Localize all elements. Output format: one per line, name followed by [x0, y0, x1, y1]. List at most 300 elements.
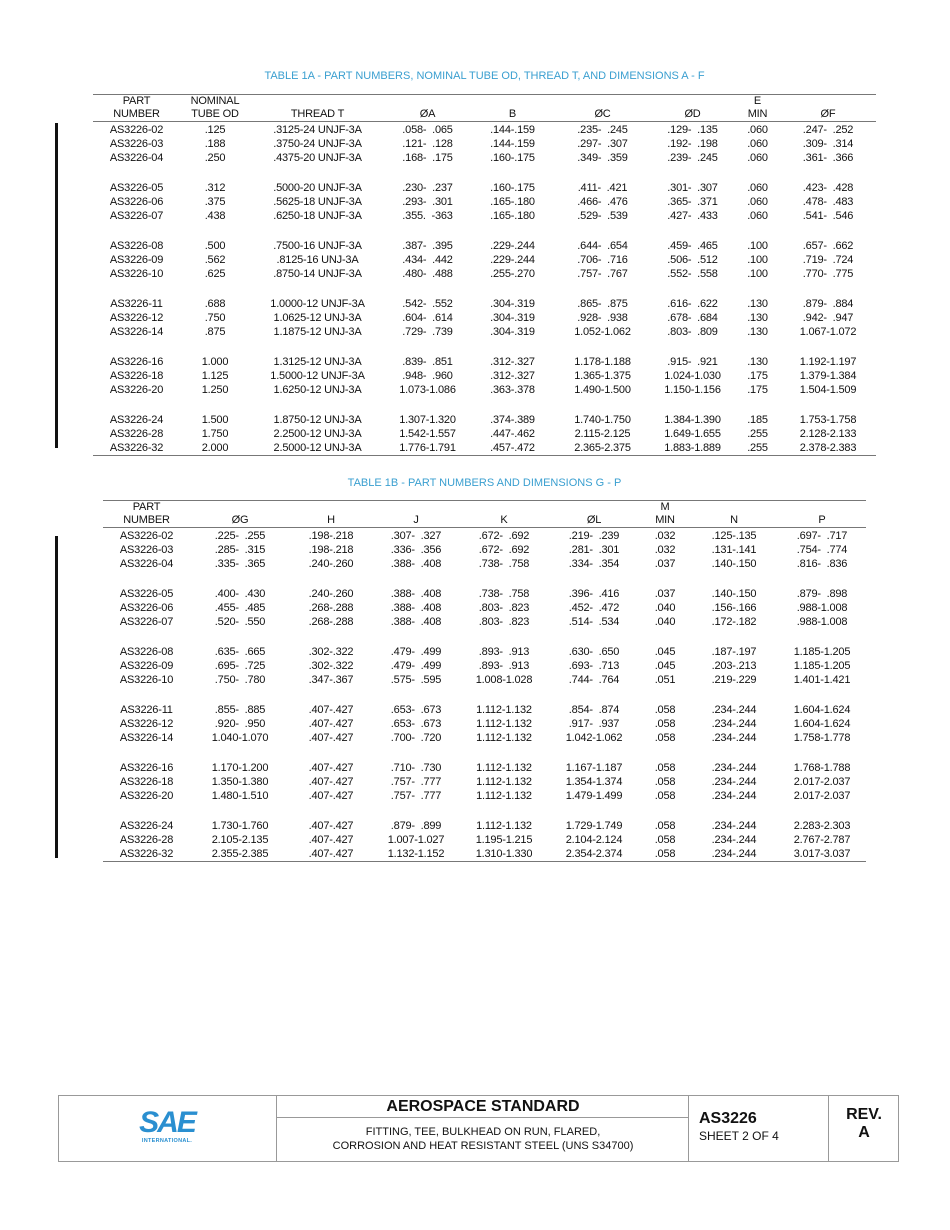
dimension-cell: .304-.319 — [490, 312, 535, 324]
dimension-cell: .520- .550 — [214, 616, 266, 628]
dimension-cell: .388- .408 — [390, 558, 442, 570]
table-1a-title: TABLE 1A - PART NUMBERS, NOMINAL TUBE OD, THREAD T, AND DIMENSIONS A - F — [264, 70, 705, 82]
dimension-cell: .293- .301 — [402, 196, 453, 208]
dimension-cell: .335- .365 — [214, 558, 266, 570]
dimension-cell: .757- .777 — [390, 790, 442, 802]
dimension-cell: 1.379-1.384 — [799, 370, 857, 382]
dimension-cell: .879- .898 — [796, 587, 848, 600]
dimension-cell: .187-.197 — [711, 645, 757, 658]
dimension-cell: .411- .421 — [577, 181, 628, 194]
dimension-cell: .230- .237 — [402, 181, 453, 194]
dimension-cell: .037 — [654, 558, 676, 570]
dimension-cell: .160-.175 — [490, 152, 535, 164]
column-header: NUMBER — [123, 514, 170, 526]
dimension-cell: .302-.322 — [308, 660, 354, 672]
dimension-cell: .5625-18 UNJF-3A — [273, 196, 362, 208]
part-number-cell: AS3226-10 — [119, 674, 174, 686]
header-row — [103, 501, 866, 515]
part-number-cell: AS3226-18 — [109, 370, 164, 382]
column-header: NUMBER — [113, 108, 160, 120]
dimension-cell: 1.6250-12 UNJ-3A — [273, 384, 362, 396]
dimension-cell: .130 — [747, 312, 768, 324]
dimension-cell: .363-.378 — [490, 384, 535, 396]
table-row — [103, 528, 866, 544]
logo-subtext: INTERNATIONAL. — [141, 1138, 193, 1144]
dimension-cell: .192- .198 — [667, 138, 718, 150]
dimension-cell: 1.132-1.152 — [387, 848, 445, 860]
table-row — [103, 571, 866, 601]
column-header — [650, 95, 735, 109]
table-row — [103, 629, 866, 659]
dimension-cell: .893- .913 — [478, 660, 530, 672]
dimension-cell: .542- .552 — [402, 297, 453, 310]
dimension-cell: .750 — [204, 312, 226, 324]
dimension-cell: .304-.319 — [490, 326, 535, 338]
dimension-cell: .803- .809 — [667, 326, 718, 338]
dimension-cell: .988-1.008 — [796, 602, 848, 614]
dimension-cell: .635- .665 — [214, 645, 266, 658]
dimension-cell: 1.0625-12 UNJ-3A — [273, 312, 362, 324]
dimension-cell: .312-.327 — [490, 370, 535, 382]
part-number-cell: AS3226-12 — [109, 312, 164, 324]
dimension-cell: .058 — [654, 761, 676, 774]
dimension-cell: .672- .692 — [478, 530, 530, 542]
dimension-cell: .304-.319 — [490, 297, 535, 310]
dimension-cell: .100 — [747, 254, 768, 266]
dimension-cell: .388- .408 — [390, 616, 442, 628]
column-header — [250, 95, 385, 109]
dimension-cell: 2.115-2.125 — [574, 428, 631, 440]
dimension-cell: 1.195-1.215 — [475, 834, 533, 846]
column-header: M — [660, 501, 670, 513]
dimension-cell: 1.310-1.330 — [475, 848, 533, 860]
dimension-cell: .575- .595 — [390, 674, 442, 686]
table-row — [103, 745, 866, 775]
dimension-cell: .915- .921 — [667, 355, 718, 368]
column-header: TUBE OD — [191, 108, 239, 120]
dimension-cell: .058 — [654, 848, 676, 860]
dimension-cell: 1.750 — [201, 428, 229, 440]
dimension-cell: 1.112-1.132 — [476, 761, 532, 774]
dimension-cell: .268-.288 — [308, 616, 354, 628]
dimension-cell: .452- .472 — [568, 602, 620, 614]
dimension-cell: 1.365-1.375 — [574, 370, 631, 382]
dimension-cell: .672- .692 — [478, 544, 530, 556]
dimension-cell: .058 — [654, 790, 676, 802]
column-header — [780, 95, 876, 109]
table-row — [103, 789, 866, 803]
dimension-cell: .234-.244 — [711, 834, 757, 846]
dimension-cell: .770- .775 — [802, 268, 854, 280]
dimension-cell: .198-.218 — [308, 544, 354, 556]
dimension-cell: .506- .512 — [667, 254, 718, 266]
table-row — [93, 195, 876, 209]
part-number-cell: AS3226-03 — [119, 544, 174, 556]
table-row — [93, 122, 876, 138]
dimension-cell: .140-.150 — [711, 558, 757, 570]
part-number-cell: AS3226-28 — [109, 428, 164, 440]
dimension-cell: .988-1.008 — [796, 616, 848, 628]
part-number-cell: AS3226-09 — [119, 660, 174, 672]
column-header: J — [413, 514, 419, 526]
revision-change-bar — [55, 536, 58, 858]
column-header: PART — [132, 501, 161, 513]
dimension-cell: .229-.244 — [490, 239, 535, 252]
dimension-cell: 2.378-2.383 — [799, 442, 857, 454]
table-row — [93, 339, 876, 369]
dimension-cell: .8125-16 UNJ-3A — [276, 254, 359, 266]
dimension-cell: .058 — [654, 776, 676, 788]
dimension-cell: 2.017-2.037 — [793, 790, 851, 802]
dimension-cell: .865- .875 — [577, 297, 628, 310]
dimension-cell: .336- .356 — [390, 544, 442, 556]
dimension-cell: .700- .720 — [390, 732, 442, 744]
part-number-cell: AS3226-28 — [119, 834, 174, 846]
table-row — [93, 151, 876, 165]
dimension-cell: 1.192-1.197 — [799, 355, 857, 368]
dimension-cell: 1.073-1.086 — [399, 384, 456, 396]
dimension-cell: .427- .433 — [667, 210, 718, 222]
table-row — [103, 557, 866, 571]
dimension-cell: 1.0000-12 UNJF-3A — [270, 297, 365, 310]
dimension-cell: .144-.159 — [490, 138, 535, 150]
dimension-cell: .225- .255 — [214, 530, 266, 542]
dimension-cell: 1.040-1.070 — [211, 732, 269, 744]
table-1b — [103, 500, 866, 862]
dimension-cell: .928- .938 — [577, 312, 628, 324]
dimension-cell: .175 — [747, 370, 768, 382]
dimension-cell: .455- .485 — [214, 602, 266, 614]
dimension-cell: .234-.244 — [711, 776, 757, 788]
dimension-cell: 1.112-1.132 — [476, 790, 532, 802]
dimension-cell: .234-.244 — [711, 703, 757, 716]
revision-cell — [828, 1096, 899, 1161]
part-number-cell: AS3226-11 — [120, 703, 173, 716]
dimension-cell: .757- .767 — [577, 268, 628, 280]
dimension-cell: .060 — [747, 124, 768, 136]
dimension-cell: .058 — [654, 819, 676, 832]
dimension-cell: .879- .899 — [390, 819, 442, 832]
dimension-cell: .917- .937 — [568, 718, 620, 730]
dimension-cell: .281- .301 — [568, 544, 620, 556]
header-row — [93, 108, 876, 122]
dimension-cell: .301- .307 — [667, 181, 718, 194]
dimension-cell: .710- .730 — [390, 761, 442, 774]
dimension-cell: .032 — [654, 544, 676, 556]
dimension-cell: .625 — [204, 268, 226, 280]
dimension-cell: 1.185-1.205 — [793, 645, 851, 658]
dimension-cell: .234-.244 — [711, 732, 757, 744]
column-header: ØC — [594, 108, 611, 120]
part-number-cell: AS3226-14 — [109, 326, 164, 338]
dimension-cell: .693- .713 — [568, 660, 620, 672]
dimension-cell: .644- .654 — [577, 239, 628, 252]
dimension-cell: .058 — [654, 703, 676, 716]
dimension-cell: .434- .442 — [402, 254, 453, 266]
revision-change-bar — [55, 123, 58, 448]
dimension-cell: 1.178-1.188 — [574, 355, 631, 368]
part-number-cell: AS3226-09 — [109, 254, 164, 266]
table-row — [103, 847, 866, 862]
logo-mark: SAE — [139, 1106, 195, 1139]
dimension-cell: 1.1875-12 UNJ-3A — [273, 326, 362, 338]
dimension-cell: .309- .314 — [802, 138, 854, 150]
dimension-cell: 2.105-2.135 — [211, 834, 269, 846]
dimension-cell: 1.024-1.030 — [664, 370, 721, 382]
dimension-cell: 1.883-1.889 — [664, 442, 721, 454]
dimension-cell: 1.768-1.788 — [793, 761, 851, 774]
dimension-cell: .058 — [654, 834, 676, 846]
table-1b-title: TABLE 1B - PART NUMBERS AND DIMENSIONS G - P — [347, 477, 622, 489]
dimension-cell: 1.112-1.132 — [476, 732, 532, 744]
header-row — [103, 514, 866, 528]
part-number-cell: AS3226-02 — [109, 124, 164, 136]
dimension-cell: .361- .366 — [802, 152, 854, 164]
part-number-cell: AS3226-24 — [119, 819, 174, 832]
dimension-cell: .255-.270 — [490, 268, 535, 280]
dimension-cell: .653- .673 — [390, 718, 442, 730]
dimension-cell: .688 — [204, 297, 226, 310]
dimension-cell: .695- .725 — [214, 660, 266, 672]
dimension-cell: 1.401-1.421 — [793, 674, 851, 686]
dimension-cell: .514- .534 — [568, 616, 620, 628]
part-number-cell: AS3226-12 — [119, 718, 174, 730]
dimension-cell: .032 — [654, 530, 676, 542]
dimension-cell: 1.350-1.380 — [211, 776, 269, 788]
part-number-cell: AS3226-16 — [119, 761, 174, 774]
dimension-cell: .541- .546 — [802, 210, 854, 222]
dimension-cell: .255 — [747, 442, 768, 454]
dimension-cell: .657- .662 — [802, 239, 854, 252]
header-row — [93, 95, 876, 109]
dimension-cell: 1.185-1.205 — [793, 660, 851, 672]
dimension-cell: 1.504-1.509 — [799, 384, 857, 396]
column-header — [548, 501, 640, 515]
dimension-cell: .051 — [654, 674, 676, 686]
table-row — [103, 717, 866, 731]
dimension-cell: 1.3125-12 UNJ-3A — [273, 355, 362, 368]
dimension-cell: .349- .359 — [577, 152, 628, 164]
table-row — [103, 601, 866, 615]
dimension-cell: .750- .780 — [214, 674, 266, 686]
dimension-cell: .365- .371 — [667, 196, 718, 208]
column-header: THREAD T — [290, 108, 345, 120]
dimension-cell: .203-.213 — [711, 660, 757, 672]
dimension-cell: 1.000 — [201, 355, 229, 368]
part-number-cell: AS3226-08 — [119, 645, 174, 658]
revision-label: REV. — [846, 1106, 882, 1123]
column-header — [778, 501, 866, 515]
dimension-cell: .757- .777 — [390, 776, 442, 788]
dimension-cell: 1.490-1.500 — [574, 384, 631, 396]
dimension-cell: .268-.288 — [308, 602, 354, 614]
dimension-cell: .144-.159 — [490, 124, 535, 136]
table-row — [93, 223, 876, 253]
dimension-cell: 1.5000-12 UNJF-3A — [270, 370, 365, 382]
table-row — [93, 209, 876, 223]
dimension-cell: 1.112-1.132 — [476, 703, 532, 716]
dimension-cell: .175 — [747, 384, 768, 396]
part-number-cell: AS3226-20 — [109, 384, 164, 396]
dimension-cell: .355. -363 — [402, 210, 453, 222]
table-row — [93, 267, 876, 281]
dimension-cell: 2.104-2.124 — [565, 834, 623, 846]
part-number-cell: AS3226-03 — [109, 138, 164, 150]
dimension-cell: 1.542-1.557 — [399, 428, 456, 440]
column-header: H — [327, 514, 335, 526]
part-number-cell: AS3226-14 — [119, 732, 174, 744]
dimension-cell: .3750-24 UNJF-3A — [273, 138, 362, 150]
dimension-cell: .240-.260 — [308, 587, 354, 600]
title-block — [58, 1095, 899, 1162]
dimension-cell: .875 — [204, 326, 226, 338]
column-header — [290, 501, 372, 515]
dimension-cell: .234-.244 — [711, 718, 757, 730]
dimension-cell: 2.355-2.385 — [211, 848, 269, 860]
doc-number-cell — [688, 1096, 829, 1161]
table-row — [103, 775, 866, 789]
dimension-cell: .229-.244 — [490, 254, 535, 266]
part-number-cell: AS3226-10 — [109, 268, 164, 280]
dimension-cell: .407-.427 — [308, 819, 354, 832]
dimension-cell: 1.758-1.778 — [793, 732, 851, 744]
dimension-cell: .156-.166 — [711, 602, 757, 614]
dimension-cell: 1.112-1.132 — [476, 776, 532, 788]
column-header — [385, 95, 470, 109]
dimension-cell: .719- .724 — [802, 254, 854, 266]
dimension-cell: .738- .758 — [478, 558, 530, 570]
part-number-cell: AS3226-05 — [109, 181, 164, 194]
dimension-cell: 2.000 — [201, 442, 229, 454]
dimension-cell: .407-.427 — [308, 732, 354, 744]
column-header — [460, 501, 548, 515]
dimension-cell: .407-.427 — [308, 703, 354, 716]
dimension-cell: .307- .327 — [390, 530, 442, 542]
table-row — [93, 137, 876, 151]
dimension-cell: .255 — [747, 428, 768, 440]
dimension-cell: .219- .239 — [568, 530, 620, 542]
dimension-cell: .045 — [654, 660, 676, 672]
column-header: NOMINAL — [190, 95, 240, 107]
dimension-cell: .8750-14 UNJF-3A — [273, 268, 362, 280]
dimension-cell: .803- .823 — [478, 616, 530, 628]
table-row — [93, 427, 876, 441]
dimension-cell: .302-.322 — [308, 645, 354, 658]
dimension-cell: .480- .488 — [402, 268, 453, 280]
dimension-cell: 1.730-1.760 — [211, 819, 269, 832]
dimension-cell: .407-.427 — [308, 718, 354, 730]
dimension-cell: .407-.427 — [308, 834, 354, 846]
table-row — [93, 281, 876, 311]
dimension-cell: .466- .476 — [577, 196, 628, 208]
dimension-cell: .239- .245 — [667, 152, 718, 164]
part-number-cell: AS3226-24 — [109, 413, 164, 426]
part-number-cell: AS3226-04 — [119, 558, 174, 570]
part-number-cell: AS3226-18 — [119, 776, 174, 788]
dimension-cell: 1.250 — [201, 384, 229, 396]
column-header: N — [730, 514, 738, 526]
table-row — [103, 687, 866, 717]
dimension-cell: .423- .428 — [802, 181, 854, 194]
dimension-cell: .854- .874 — [568, 703, 620, 716]
part-number-cell: AS3226-02 — [119, 530, 174, 542]
dimension-cell: .479- .499 — [390, 660, 442, 672]
dimension-cell: .219-.229 — [711, 674, 757, 686]
dimension-cell: .160-.175 — [490, 181, 535, 194]
dimension-cell: .131-.141 — [711, 544, 757, 556]
dimension-cell: .653- .673 — [390, 703, 442, 716]
dimension-cell: .234-.244 — [711, 819, 757, 832]
dimension-cell: .855- .885 — [214, 703, 266, 716]
part-number-cell: AS3226-20 — [119, 790, 174, 802]
table-row — [93, 441, 876, 456]
column-header: MIN — [655, 514, 675, 526]
dimension-cell: .140-.150 — [711, 587, 757, 600]
dimension-cell: .478- .483 — [802, 196, 854, 208]
dimension-cell: .060 — [747, 152, 768, 164]
dimension-cell: 1.479-1.499 — [565, 790, 623, 802]
dimension-cell: 1.753-1.758 — [799, 413, 857, 426]
dimension-cell: .125 — [204, 124, 226, 136]
document-subtitle-line1: FITTING, TEE, BULKHEAD ON RUN, FLARED, — [365, 1126, 601, 1138]
dimension-cell: .529- .539 — [577, 210, 628, 222]
document-heading: AEROSPACE STANDARD — [277, 1096, 689, 1118]
dimension-cell: .729- .739 — [402, 326, 453, 338]
dimension-cell: .100 — [747, 239, 768, 252]
dimension-cell: .347-.367 — [308, 674, 354, 686]
dimension-cell: .234-.244 — [711, 761, 757, 774]
dimension-cell: .500 — [204, 239, 226, 252]
dimension-cell: 2.2500-12 UNJ-3A — [273, 428, 362, 440]
dimension-cell: .285- .315 — [214, 544, 266, 556]
table-row — [103, 803, 866, 833]
dimension-cell: 1.125 — [201, 370, 229, 382]
part-number-cell: AS3226-08 — [109, 239, 164, 252]
table-row — [93, 397, 876, 427]
dimension-cell: 1.776-1.791 — [399, 442, 456, 454]
table-row — [93, 253, 876, 267]
sheet-number: SHEET 2 OF 4 — [699, 1129, 779, 1143]
column-header: E — [753, 95, 762, 107]
dimension-cell: .312-.327 — [490, 355, 535, 368]
column-header: ØG — [231, 514, 249, 526]
dimension-cell: .893- .913 — [478, 645, 530, 658]
dimension-cell: 1.740-1.750 — [574, 413, 631, 426]
column-header: ØF — [820, 108, 836, 120]
dimension-cell: .697- .717 — [796, 530, 848, 542]
dimension-cell: .235- .245 — [577, 124, 628, 136]
part-number-cell: AS3226-04 — [109, 152, 164, 164]
column-header: MIN — [747, 108, 768, 120]
dimension-cell: 2.017-2.037 — [793, 776, 851, 788]
dimension-cell: .616- .622 — [667, 297, 718, 310]
dimension-cell: .130 — [747, 326, 768, 338]
part-number-cell: AS3226-05 — [119, 587, 174, 600]
dimension-cell: .816- .836 — [796, 558, 848, 570]
dimension-cell: .459- .465 — [667, 239, 718, 252]
dimension-cell: .604- .614 — [402, 312, 453, 324]
dimension-cell: .706- .716 — [577, 254, 628, 266]
dimension-cell: .839- .851 — [402, 355, 453, 368]
dimension-cell: .100 — [747, 268, 768, 280]
dimension-cell: 1.007-1.027 — [387, 834, 445, 846]
dimension-cell: 1.167-1.187 — [565, 761, 623, 774]
dimension-cell: 1.604-1.624 — [793, 718, 851, 730]
dimension-cell: .920- .950 — [214, 718, 266, 730]
part-number-cell: AS3226-11 — [110, 297, 163, 310]
dimension-cell: 1.354-1.374 — [565, 776, 623, 788]
dimension-cell: .562 — [204, 254, 226, 266]
